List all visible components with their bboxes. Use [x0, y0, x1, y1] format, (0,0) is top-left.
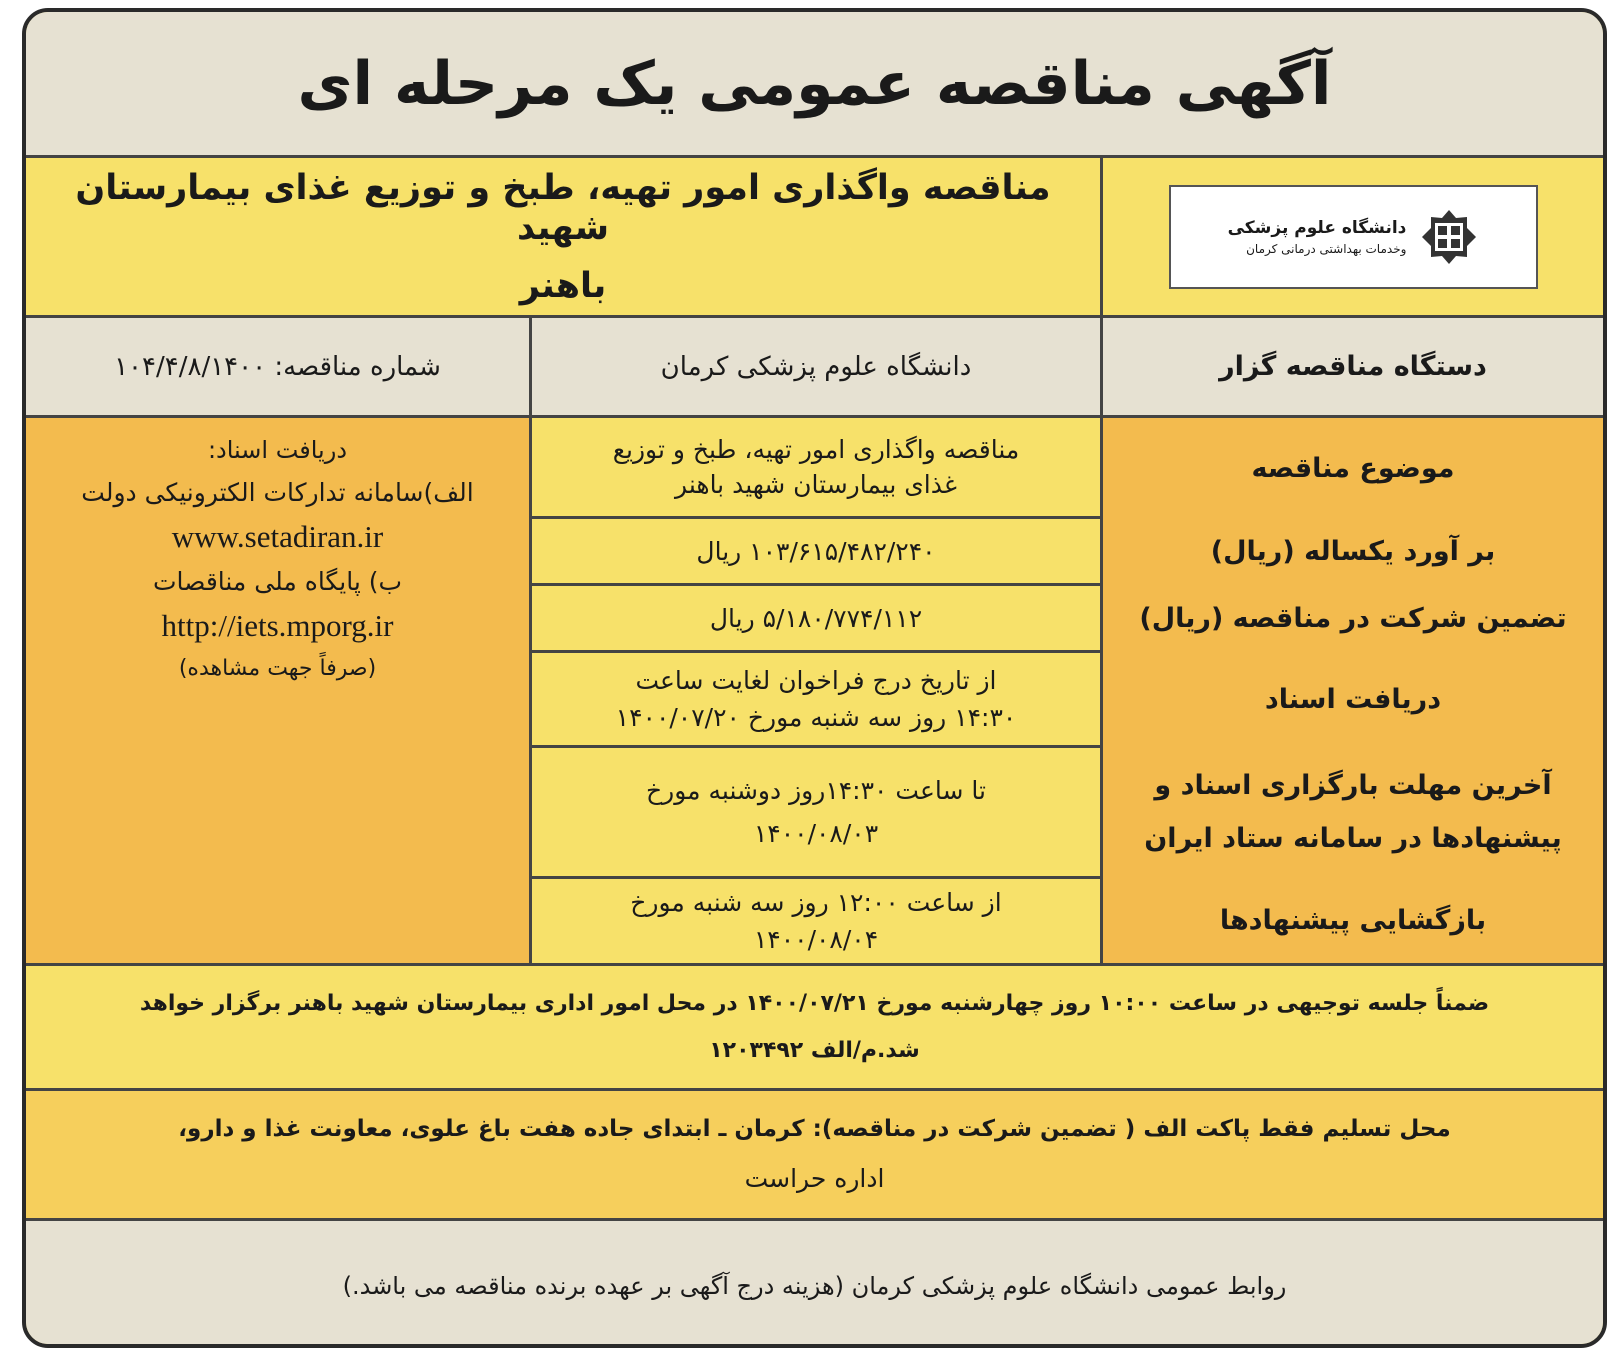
organizer-label-cell	[1103, 318, 1603, 415]
tender-number-cell	[26, 318, 529, 415]
row-docs-value-line2: ۱۴:۳۰ روز سه شنبه مورخ ۱۴۰۰/۰۷/۲۰	[615, 703, 1017, 732]
tender-number: شماره مناقصه: ۱۰۴/۴/۸/۱۴۰۰	[114, 351, 441, 382]
organizer-value: دانشگاه علوم پزشکی کرمان	[660, 351, 972, 382]
documents-line-b: ب) پایگاه ملی مناقصات	[152, 567, 403, 596]
row-estimate-value: ۱۰۳/۶۱۵/۴۸۲/۲۴۰ ریال	[696, 536, 936, 566]
details-section	[26, 418, 1603, 966]
logo-name-line1: دانشگاه علوم پزشکی	[1227, 217, 1407, 238]
row-opening-value-line2: ۱۴۰۰/۰۸/۰۴	[753, 925, 879, 954]
row-estimate-value-cell	[532, 519, 1100, 583]
university-seal-icon	[1420, 208, 1478, 266]
row-deadline-value-cell	[532, 748, 1100, 876]
row-subject-label-cell	[1103, 418, 1603, 518]
row-guarantee-value: ۵/۱۸۰/۷۷۴/۱۱۲ ریال	[709, 603, 923, 633]
documents-heading: دریافت اسناد:	[207, 436, 348, 464]
subject-banner	[26, 158, 1100, 315]
subject-line2: باهنر	[519, 265, 607, 306]
row-docs-label: دریافت اسناد	[1264, 683, 1442, 715]
logo	[1169, 185, 1538, 289]
row-guarantee-label: تضمین شرکت در مناقصه (ریال)	[1139, 603, 1567, 634]
logo-cell	[1103, 158, 1603, 315]
footer-row	[26, 1221, 1603, 1348]
footer-text: روابط عمومی دانشگاه علوم پزشکی کرمان (هزینه درج آگهی بر عهده برنده مناقصه می باشد.)	[342, 1272, 1287, 1300]
row-guarantee-value-cell	[532, 586, 1100, 650]
row-subject-label: موضوع مناقصه	[1251, 452, 1455, 484]
row-docs-label-cell	[1103, 652, 1603, 746]
info-row	[26, 318, 1603, 418]
meeting-line2: شد.م/الف ۱۲۰۳۴۹۲	[709, 1038, 920, 1063]
meeting-line1: ضمناً جلسه توجیهی در ساعت ۱۰:۰۰ روز چهارشنبه مورخ ۱۴۰۰/۰۷/۲۱ در محل امور اداری بیمارستان شهید باهنر برگزار خواهد	[139, 991, 1490, 1016]
documents-url-a[interactable]: www.setadiran.ir	[171, 519, 384, 554]
organizer-value-cell	[532, 318, 1100, 415]
page-title: آگهی مناقصه عمومی یک مرحله ای	[297, 48, 1332, 119]
row-estimate-label-cell	[1103, 518, 1603, 585]
delivery-row	[26, 1091, 1603, 1221]
row-opening-label: بازگشایی پیشنهادها	[1219, 905, 1487, 936]
row-deadline-value-line1: تا ساعت ۱۴:۳۰روز دوشنبه مورخ	[646, 776, 986, 805]
row-docs-value-line1: از تاریخ درج فراخوان لغایت ساعت	[635, 666, 997, 695]
logo-name-line2: وخدمات بهداشتی درمانی کرمان	[1246, 241, 1407, 256]
row-deadline-label-line2: پیشنهادها در سامانه ستاد ایران	[1144, 823, 1562, 854]
delivery-line2: اداره حراست	[744, 1164, 885, 1193]
title-row	[26, 12, 1603, 158]
row-guarantee-label-cell	[1103, 585, 1603, 652]
subject-row	[26, 158, 1603, 318]
subject-line1: مناقصه واگذاری امور تهیه، طبخ و توزیع غذای بیمارستان شهید	[75, 167, 1051, 248]
organizer-label: دستگاه مناقصه گزار	[1219, 351, 1487, 382]
labels-column	[1103, 418, 1603, 963]
row-subject-value-cell	[532, 418, 1100, 516]
row-deadline-label-line1: آخرین مهلت بارگزاری اسناد و	[1154, 770, 1552, 801]
row-opening-value-line1: از ساعت ۱۲:۰۰ روز سه شنبه مورخ	[630, 888, 1002, 917]
values-column	[532, 418, 1100, 963]
row-docs-value-cell	[532, 653, 1100, 745]
row-opening-value-cell	[532, 879, 1100, 963]
row-subject-value-line2: غذای بیمارستان شهید باهنر	[675, 470, 957, 499]
row-estimate-label: بر آورد یکساله (ریال)	[1210, 536, 1496, 567]
row-deadline-label-cell	[1103, 746, 1603, 878]
documents-note: (صرفاً جهت مشاهده)	[178, 656, 377, 681]
delivery-line1: محل تسلیم فقط پاکت الف ( تضمین شرکت در مناقصه): کرمان ـ ابتدای جاده هفت باغ علوی، معاونت غذا و دارو،	[178, 1116, 1451, 1142]
documents-line-a: الف)سامانه تدارکات الکترونیکی دولت	[81, 478, 474, 507]
documents-url-b[interactable]: http://iets.mporg.ir	[161, 608, 394, 643]
row-subject-value-line1: مناقصه واگذاری امور تهیه، طبخ و توزیع	[612, 435, 1020, 464]
documents-column	[26, 418, 529, 963]
row-deadline-value-line2: ۱۴۰۰/۰۸/۰۳	[753, 819, 879, 848]
row-opening-label-cell	[1103, 878, 1603, 963]
tender-notice-frame	[22, 8, 1607, 1348]
meeting-row	[26, 966, 1603, 1091]
